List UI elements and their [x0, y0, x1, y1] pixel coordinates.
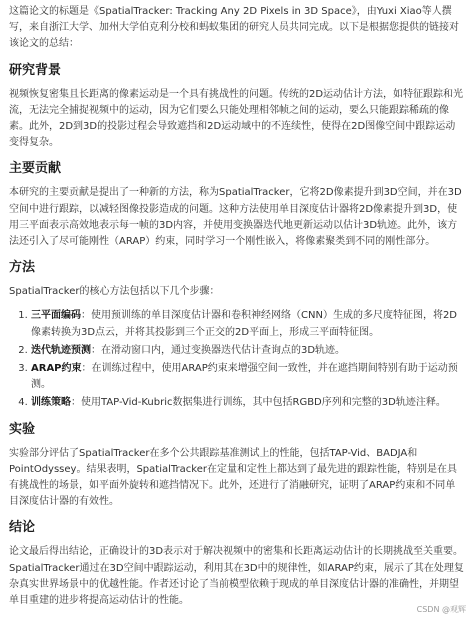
list-item: [31, 361, 465, 393]
list-item: [31, 308, 465, 340]
section-text: 本研究的主要贡献是提出了一种新的方法，称为SpatialTracker，它将2D像素提升到3D空间，并在3D空间中进行跟踪，以减轻图像投影造成的问题。这种方法使用单目深度估计器将2D像素提升到3D，使用三平面表示高效地表示每一帧的3D内容，并使用变换器迭代地更新运动以估计3D轨迹。此外，该方法还引入了尽可能刚性（ARAP）约束，同时学习一个刚性嵌入，将像素聚类到不同的刚性部分。: [9, 187, 462, 248]
section-heading: 结论: [9, 520, 36, 536]
section-text: 实验部分评估了SpatialTracker在多个公共跟踪基准测试上的性能，包括TAP-Vid、BADJA和PointOdyssey。结果表明，SpatialTracker在定量和定性上都达到了最先进的跟踪性能，特别是在具有挑战性的场景，如平面外旋转和遮挡情况下。此外，还进行了消融研究，证明了ARAP约束和不同单目深度估计器的有效性。: [9, 447, 457, 508]
section-heading: 主要贡献: [9, 161, 62, 177]
section-contributions: [9, 160, 465, 250]
step-text: ：使用TAP-Vid-Kubric数据集进行训练，其中包括RGBD序列和完整的3D轨迹注释。: [71, 397, 446, 409]
method-steps-list: [9, 308, 465, 411]
step-label: 迭代轨迹预测: [31, 344, 91, 356]
section-heading: 研究背景: [9, 62, 62, 78]
section-heading: 方法: [9, 260, 36, 276]
list-item: [31, 395, 465, 411]
step-label: 三平面编码: [31, 310, 81, 322]
step-text: ：使用预训练的单目深度估计器和卷积神经网络（CNN）生成的多尺度特征图，将2D像素转换为3D点云，并将其投影到三个正交的2D平面上，形成三平面特征图。: [31, 310, 458, 338]
section-method: [9, 259, 465, 411]
step-text: ：在训练过程中，使用ARAP约束来增强空间一致性，并在遮挡期间特别有助于运动预测。: [31, 363, 458, 391]
section-conclusion: [9, 519, 465, 609]
section-experiments: [9, 421, 465, 511]
step-label: ARAP约束: [31, 363, 82, 375]
intro-paragraph: 这篇论文的标题是《SpatialTracker: Tracking Any 2D Pixels in 3D Space》，由Yuxi Xiao等人撰写，来自浙江大学、加州大学伯克利分校和蚂蚁集团的研究人员共同完成。以下是根据您提供的链接对该论文的总结：: [9, 6, 459, 50]
list-item: [31, 343, 465, 359]
section-heading: 实验: [9, 421, 36, 437]
section-text: 论文最后得出结论，正确设计的3D表示对于解决视频中的密集和长距离运动估计的长期挑战至关重要。SpatialTracker通过在3D空间中跟踪运动，利用其在3D中的规律性，如ARAP约束，展示了其在处理复杂真实世界场景中的优越性能。作者还讨论了当前模型依赖于现成的单目深度估计器的准确性，并期望单目重建的进步将提高运动估计的性能。: [9, 546, 464, 607]
csdn-watermark: CSDN @观辉: [416, 605, 466, 614]
section-background: [9, 62, 465, 152]
section-text: SpatialTracker的核心方法包括以下几个步骤：: [9, 286, 220, 298]
step-label: 训练策略: [31, 397, 71, 409]
section-text: 视频恢复密集且长距离的像素运动是一个具有挑战性的问题。传统的2D运动估计方法，如特征跟踪和光流，无法完全捕捉视频中的运动，因为它们要么只能处理相邻帧之间的运动，要么只能跟踪稀疏的像素。此外，2D到3D的投影过程会导致遮挡和2D运动域中的不连续性，使得在2D图像空间中跟踪运动变得复杂。: [9, 88, 464, 149]
step-text: ：在滑动窗口内，通过变换器迭代估计查询点的3D轨迹。: [91, 344, 346, 356]
